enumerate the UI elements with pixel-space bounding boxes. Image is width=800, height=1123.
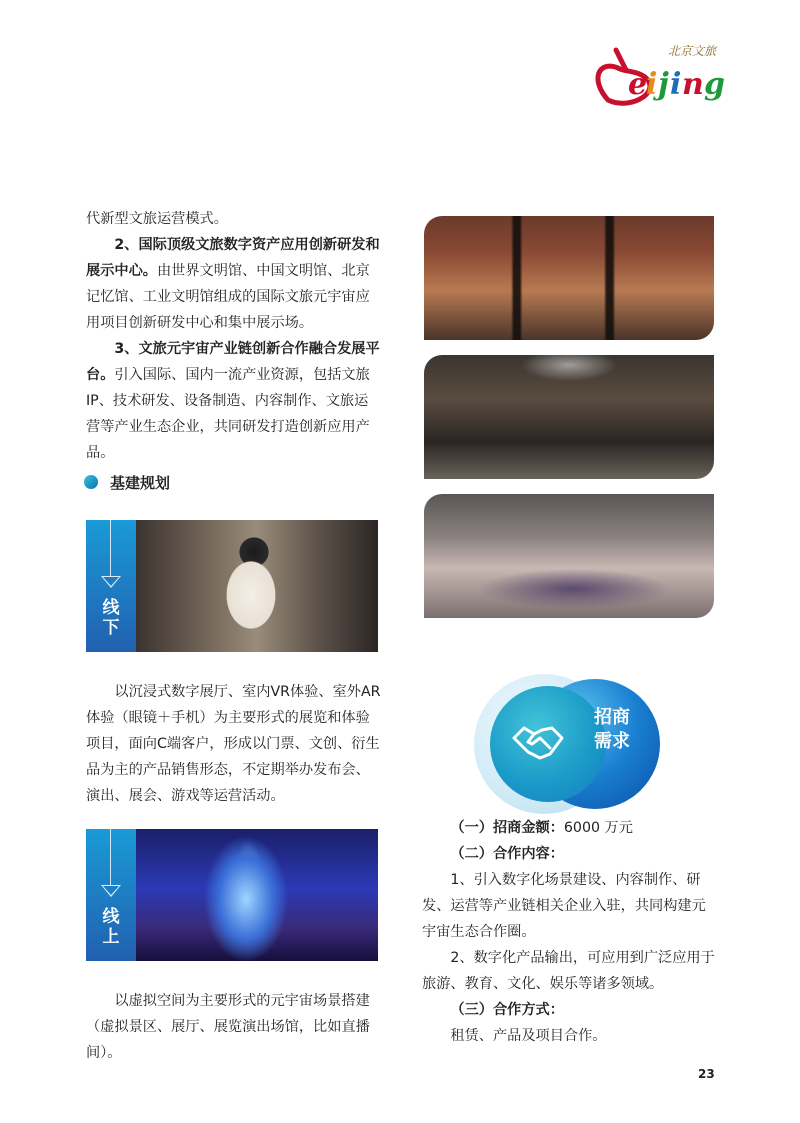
method-text: 租赁、产品及项目合作。 — [450, 1028, 607, 1044]
logo-chinese-text: 北京文旅 — [668, 44, 717, 58]
investment-details — [422, 815, 718, 1049]
metaverse-scene-photo — [136, 829, 378, 961]
svg-text:g: g — [704, 67, 725, 102]
svg-text:e: e — [628, 67, 648, 102]
svg-text:j: j — [658, 67, 669, 102]
bullet-dot-icon — [84, 475, 98, 489]
handshake-icon — [510, 720, 566, 764]
item-2 — [86, 232, 382, 336]
online-tag — [86, 829, 136, 961]
online-banner — [86, 829, 378, 961]
logo-swoosh-icon — [588, 40, 768, 110]
online-tag-bottom: 上 — [102, 927, 120, 947]
online-text: 以虚拟空间为主要形式的元宇宙场景搭建（虚拟景区、展厅、展览演出场馆，比如直播间）。 — [86, 993, 370, 1061]
amount-row — [422, 815, 718, 841]
item-3-heading: 3、文旅元宇宙产业链创新合作融合发展平台。 — [86, 341, 380, 383]
continuation-line: 代新型文旅运营模式。 — [86, 211, 228, 227]
left-top-text — [86, 206, 382, 466]
investment-circle-label — [584, 706, 640, 754]
content-item-1: 1、引入数字化场景建设、内容制作、研发、运营等产业链相关企业入驻，共同构建元宇宙生态合作圈。 — [422, 872, 706, 940]
amount-value: 6000 万元 — [563, 820, 633, 836]
exhibition-hall-photo — [424, 355, 714, 479]
content-item-2: 2、数字化产品输出，可应用到广泛应用于旅游、教育、文化、娱乐等诸多领域。 — [422, 950, 715, 992]
offline-tag — [86, 520, 136, 652]
auditorium-photo — [424, 494, 714, 618]
offline-banner — [86, 520, 378, 652]
svg-text:i: i — [646, 67, 658, 102]
svg-text:i: i — [670, 67, 682, 102]
online-tag-top: 线 — [102, 907, 120, 927]
vr-experience-photo — [136, 520, 378, 652]
amount-label: （一）招商金额： — [450, 820, 564, 836]
item-3 — [86, 336, 382, 466]
item-3-body: 引入国际、国内一流产业资源，包括文旅IP、技术研发、设备制造、内容制作、文旅运营等产业生态企业，共同研发打造创新应用产品。 — [86, 367, 370, 461]
method-label: （三）合作方式： — [450, 1002, 564, 1018]
beijing-logo — [588, 40, 768, 110]
circle-line-1: 招商 — [594, 707, 630, 728]
offline-text: 以沉浸式数字展厅、室内VR体验、室外AR体验（眼镜＋手机）为主要形式的展览和体验项目，面向C端客户，形成以门票、文创、衍生品为主的产品销售形态，不定期举办发布会、演出、展会、游戏等运营活动。 — [86, 684, 381, 804]
offline-tag-bottom: 下 — [102, 618, 120, 638]
section-title: 基建规划 — [110, 473, 171, 492]
item-2-heading: 2、国际顶级文旅数字资产应用创新研发和展示中心。 — [86, 237, 380, 279]
offline-tag-top: 线 — [102, 598, 120, 618]
venue-entrance-photo — [424, 216, 714, 340]
page-number: 23 — [698, 1067, 715, 1081]
content-label: （二）合作内容： — [450, 846, 564, 862]
section-heading — [84, 471, 170, 493]
svg-text:n: n — [682, 67, 704, 102]
circle-line-2: 需求 — [594, 731, 630, 752]
item-2-body: 由世界文明馆、中国文明馆、北京记忆馆、工业文明馆组成的国际文旅元宇宙应用项目创新研发中心和集中展示场。 — [86, 263, 370, 331]
